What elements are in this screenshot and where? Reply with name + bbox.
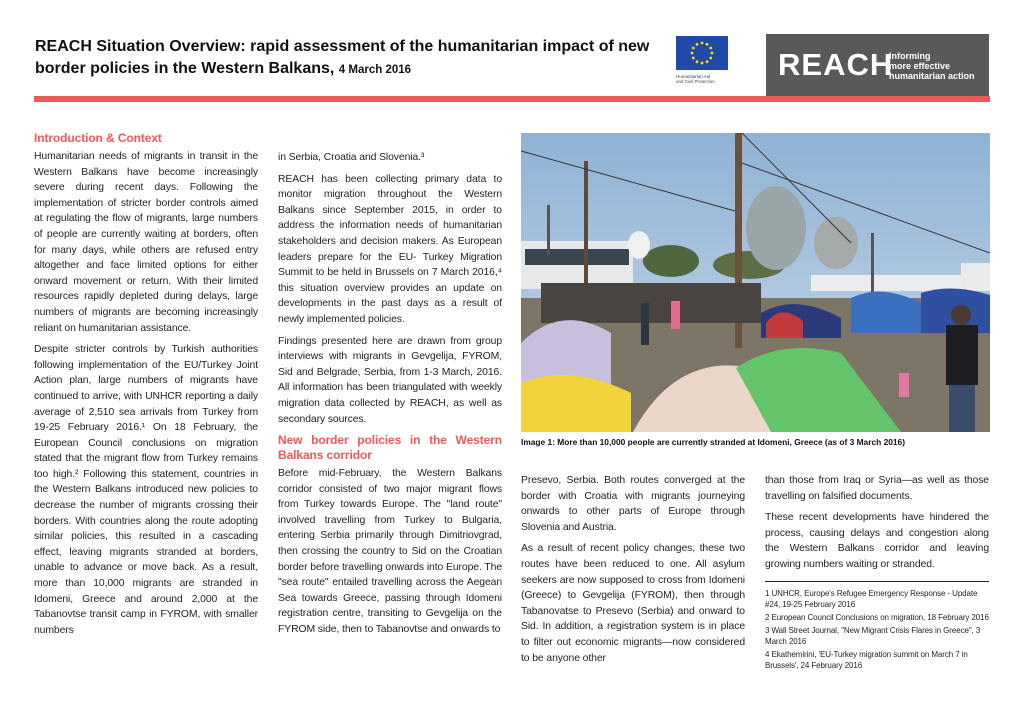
eu-flag-icon <box>676 36 728 70</box>
eu-caption-line-2: and Civil Protection <box>676 79 715 84</box>
photo-caption: Image 1: More than 10,000 people are currently stranded at Idomeni, Greece (as of 3 March 2016) <box>521 437 905 447</box>
policies-paragraph-4: than those from Iraq or Syria—as well as those travelling on falsified documents. <box>765 475 989 502</box>
policies-paragraph-3: As a result of recent policy changes, these two routes have been reduced to one. All asylum seekers are now supposed to cross from Idomeni (Greece) to Gevgelija (FYROM), then through Tabanovatse to Presevo (Serbia) and onward to Sid. In addition, a registration system is in place to filter out economic migrants—now considered to be anyone other <box>521 543 745 664</box>
intro-paragraph-4: REACH has been collecting primary data to monitor migration throughout the Western Balkans since September 2015, in order to address the information needs of humanitarian stakeholders and decision makers. As European leaders prepare for the EU- Turkey Migration Summit to be held in Brussels on 7 March 2016,⁴ this situation overview provides an update on developments in the past days as a result of newly implemented policies. <box>278 173 502 325</box>
intro-paragraph-2: Despite stricter controls by Turkish authorities following implementation of the EU/Turkey Joint Action plan, large numbers of migrants have continued to arrive, with UNHCR reporting a daily average of 2,510 sea arrivals from Turkey from 19-25 February 2016.¹ On 18 February, the European Council conclusions on migration stated that the migrant flow from Turkey remains too high.² Following this statement, countries in the Western Balkans introduced new policies to decrease the number of migrants crossing their borders. With countries along the route adopting similar policies, this resulted in a cascading effect, leaving migrants stranded at borders, unable to advance or move back. As a result, more than 10,000 migrants are stranded in Idomeni, Greece and around 2,000 at the Tabanovtse transit camp in FYROM, with smaller numbers <box>34 344 258 636</box>
document-title <box>35 36 655 81</box>
intro-paragraph-3: in Serbia, Croatia and Slovenia.³ <box>278 152 425 163</box>
column-2 <box>278 150 502 644</box>
footnote-divider <box>765 581 989 582</box>
policies-paragraph-2: Presevo, Serbia. Both routes converged at the border with Croatia with migrants journeying onwards to other parts of Europe through Slovenia and Austria. <box>521 475 745 533</box>
footnote-3: 3 Wall Street Journal, "New Migrant Crisis Flares in Greece", 3 March 2016 <box>765 625 981 646</box>
footnote-4: 4 Ekathemirini, 'EU-Turkey migration summit on March 7 in Brussels', 24 February 2016 <box>765 649 968 670</box>
tagline-line-2: more effective <box>889 61 951 71</box>
document-date: 4 March 2016 <box>338 64 412 76</box>
footnote-1: 1 UNHCR, Europe's Refugee Emergency Response - Update #24, 19-25 February 2016 <box>765 588 978 609</box>
title-text: REACH Situation Overview: rapid assessment of the humanitarian impact of new border policies in the Western Balkans, <box>35 38 650 77</box>
eu-humanitarian-aid-logo <box>676 36 730 84</box>
policies-paragraph-1: Before mid-February, the Western Balkans corridor consisted of two major migrant flows from Turkey towards Europe. The "land route" involved travelling from Turkey to Bulgaria, entering Serbia primarily through Dimitriovgrad, then crossing the country to Sid on the Croatian border before travelling onwards into Europe. The "sea route" entailed travelling across the Aegean Sea towards Greece, passing through Idomeni registration centre, transiting to Gevgelija on the FYROM side, then to Tabanovtse and onwards to <box>278 468 502 636</box>
column-4 <box>765 473 989 673</box>
policies-paragraph-5: These recent developments have hindered the process, causing delays and congestion along the Western Balkans corridor and leaving growing numbers waiting or stranded. <box>765 512 989 570</box>
footnote-2: 2 European Council Conclusions on migration, 18 February 2016 <box>765 612 989 622</box>
tagline-line-1: Informing <box>889 51 931 61</box>
intro-heading: Introduction & Context <box>34 131 162 145</box>
reach-logo-tagline <box>889 51 987 81</box>
column-1 <box>34 131 258 644</box>
intro-paragraph-1: Humanitarian needs of migrants in transit in the Western Balkans have become increasingly severe during recent days. Following the implementation of stricter border controls aimed at regulating the flow of migrants, large numbers of people are currently waiting at borders, often for many days, while others are refused entry altogether and face limited options for either onward movement or return. With their limited resources rapidly depleted during delays, large numbers of migrants are becoming increasingly reliant on humanitarian assistance. <box>34 151 258 334</box>
eu-caption-line-1: Humanitarian Aid <box>676 74 711 79</box>
intro-paragraph-5: Findings presented here are drawn from group interviews with migrants in Gevgelija, FYROM, Sid and Belgrade, Serbia, from 1-3 March, 2016. All information has been triangulated with weekly migration data collected by REACH, as well as secondary sources. <box>278 335 502 425</box>
header-divider <box>34 96 990 102</box>
idomeni-camp-photo <box>521 133 990 432</box>
column-3 <box>521 473 745 672</box>
tagline-line-3: humanitarian action <box>889 71 975 81</box>
policies-heading: New border policies in the Western Balkans corridor <box>278 433 502 463</box>
reach-logo-word: REACH <box>778 47 894 82</box>
